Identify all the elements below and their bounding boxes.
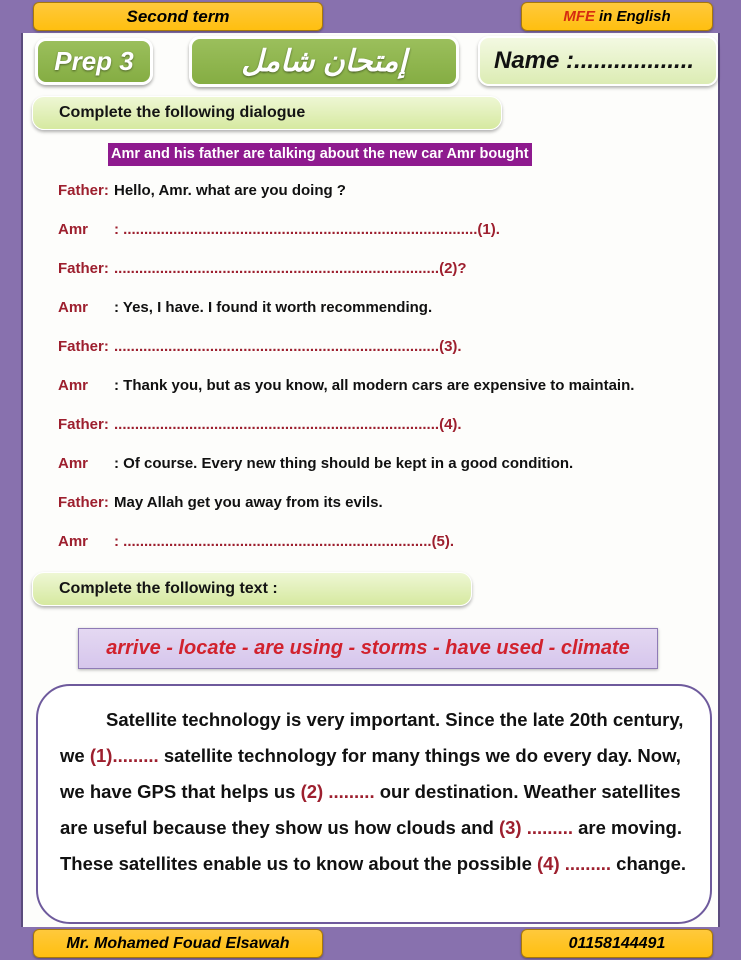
frame-left-rule [21,0,23,960]
frame-right-rule [718,0,720,960]
dialogue-speaker-label: Father: [58,494,109,511]
dialogue-answer-blank[interactable]: .............................................................................. [114,338,440,355]
title-row [23,33,719,88]
dialogue-blank-number: (4). [439,416,462,433]
term-banner [33,2,323,31]
brand-suffix-label: in English [599,8,671,25]
phone-banner [521,929,713,958]
dialogue-answer-blank[interactable]: : ..................................................................................... [114,221,478,238]
word-bank-box [78,628,658,669]
dialogue-line-text: : Thank you, but as you know, all modern cars are expensive to maintain. [114,377,635,394]
passage-part-1: Satellite technology is very important. Since the late 20th century, we [60,709,684,766]
grade-pill-label: Prep 3 [54,46,134,76]
dialogue-line [58,455,708,494]
dialogue-line-text: : Yes, I have. I found it worth recommending. [114,299,433,316]
dialogue-line [58,494,708,533]
dialogue-speaker-label: Father: [58,416,109,433]
dialogue-blank-number: (2)? [439,260,467,277]
dialogue-line [58,533,708,572]
passage-part-4: are moving. These satellites enable us to know about the possible [60,817,682,874]
dialogue-line [58,377,708,416]
passage-blank-3[interactable]: (3) ......... [498,817,573,838]
dialogue-speaker-label: Father: [58,338,109,355]
dialogue-line-text: : Of course. Every new thing should be kept in a good condition. [114,455,574,472]
exam-title-pill [189,36,459,87]
dialogue-speaker-label: Father: [58,182,109,199]
dialogue-speaker-label: Amr [58,455,89,472]
dialogue-blank-number: (5). [431,533,455,550]
passage-blank-4[interactable]: (4) ......... [537,853,612,874]
dialogue-line [58,416,708,455]
word-bank-label: arrive - locate - are using - storms - have used - climate [106,637,630,659]
dialogue-line [58,221,708,260]
dialogue-intro-label: Amr and his father are talking about the new car Amr bought [111,146,529,162]
passage-part-5: change. [611,853,687,874]
teacher-name-label: Mr. Mohamed Fouad Elsawah [66,934,290,952]
phone-label: 01158144491 [568,934,666,952]
text-instruction-label: Complete the following text : [59,580,278,597]
dialogue-speaker-label: Amr [58,221,89,238]
dialogue-answer-blank[interactable]: .............................................................................. [114,416,440,433]
passage-blank-2[interactable]: (2) ......... [300,781,375,802]
student-name-field[interactable] [478,36,718,86]
text-instruction-bar [32,572,472,606]
dialogue-intro-highlight [108,143,532,166]
dialogue-instruction-label: Complete the following dialogue [59,104,306,121]
passage-blank-1[interactable]: (1)......... [89,745,159,766]
dialogue-line [58,260,708,299]
brand-prefix-label: MFE [563,8,595,25]
passage-part-2: satellite technology for many things we do every day. Now, we have GPS that helps us [60,745,681,802]
dialogue-answer-blank[interactable]: .............................................................................. [114,260,440,277]
grade-pill [35,38,153,85]
brand-banner [521,2,713,31]
dialogue-blank-number: (3). [439,338,462,355]
dialogue-speaker-label: Amr [58,533,89,550]
exam-title-label: إمتحان شامل [241,45,407,78]
dialogue-line [58,338,708,377]
dialogue-instruction-bar [32,96,502,130]
teacher-name-banner [33,929,323,958]
passage-box [36,684,712,924]
dialogue-speaker-label: Father: [58,260,109,277]
dialogue-line-text: Hello, Amr. what are you doing ? [114,182,346,199]
dialogue-lines [58,182,708,572]
term-banner-label: Second term [126,6,230,26]
dialogue-speaker-label: Amr [58,299,89,316]
passage-part-3: our destination. Weather satellites are useful because they show us how clouds and [60,781,681,838]
dialogue-answer-blank[interactable]: : .......................................................................... [114,533,432,550]
dialogue-blank-number: (1). [477,221,500,238]
dialogue-line [58,182,708,221]
dialogue-speaker-label: Amr [58,377,89,394]
dialogue-line-text: May Allah get you away from its evils. [114,494,383,511]
student-name-label: Name :.................. [494,47,695,74]
dialogue-line [58,299,708,338]
